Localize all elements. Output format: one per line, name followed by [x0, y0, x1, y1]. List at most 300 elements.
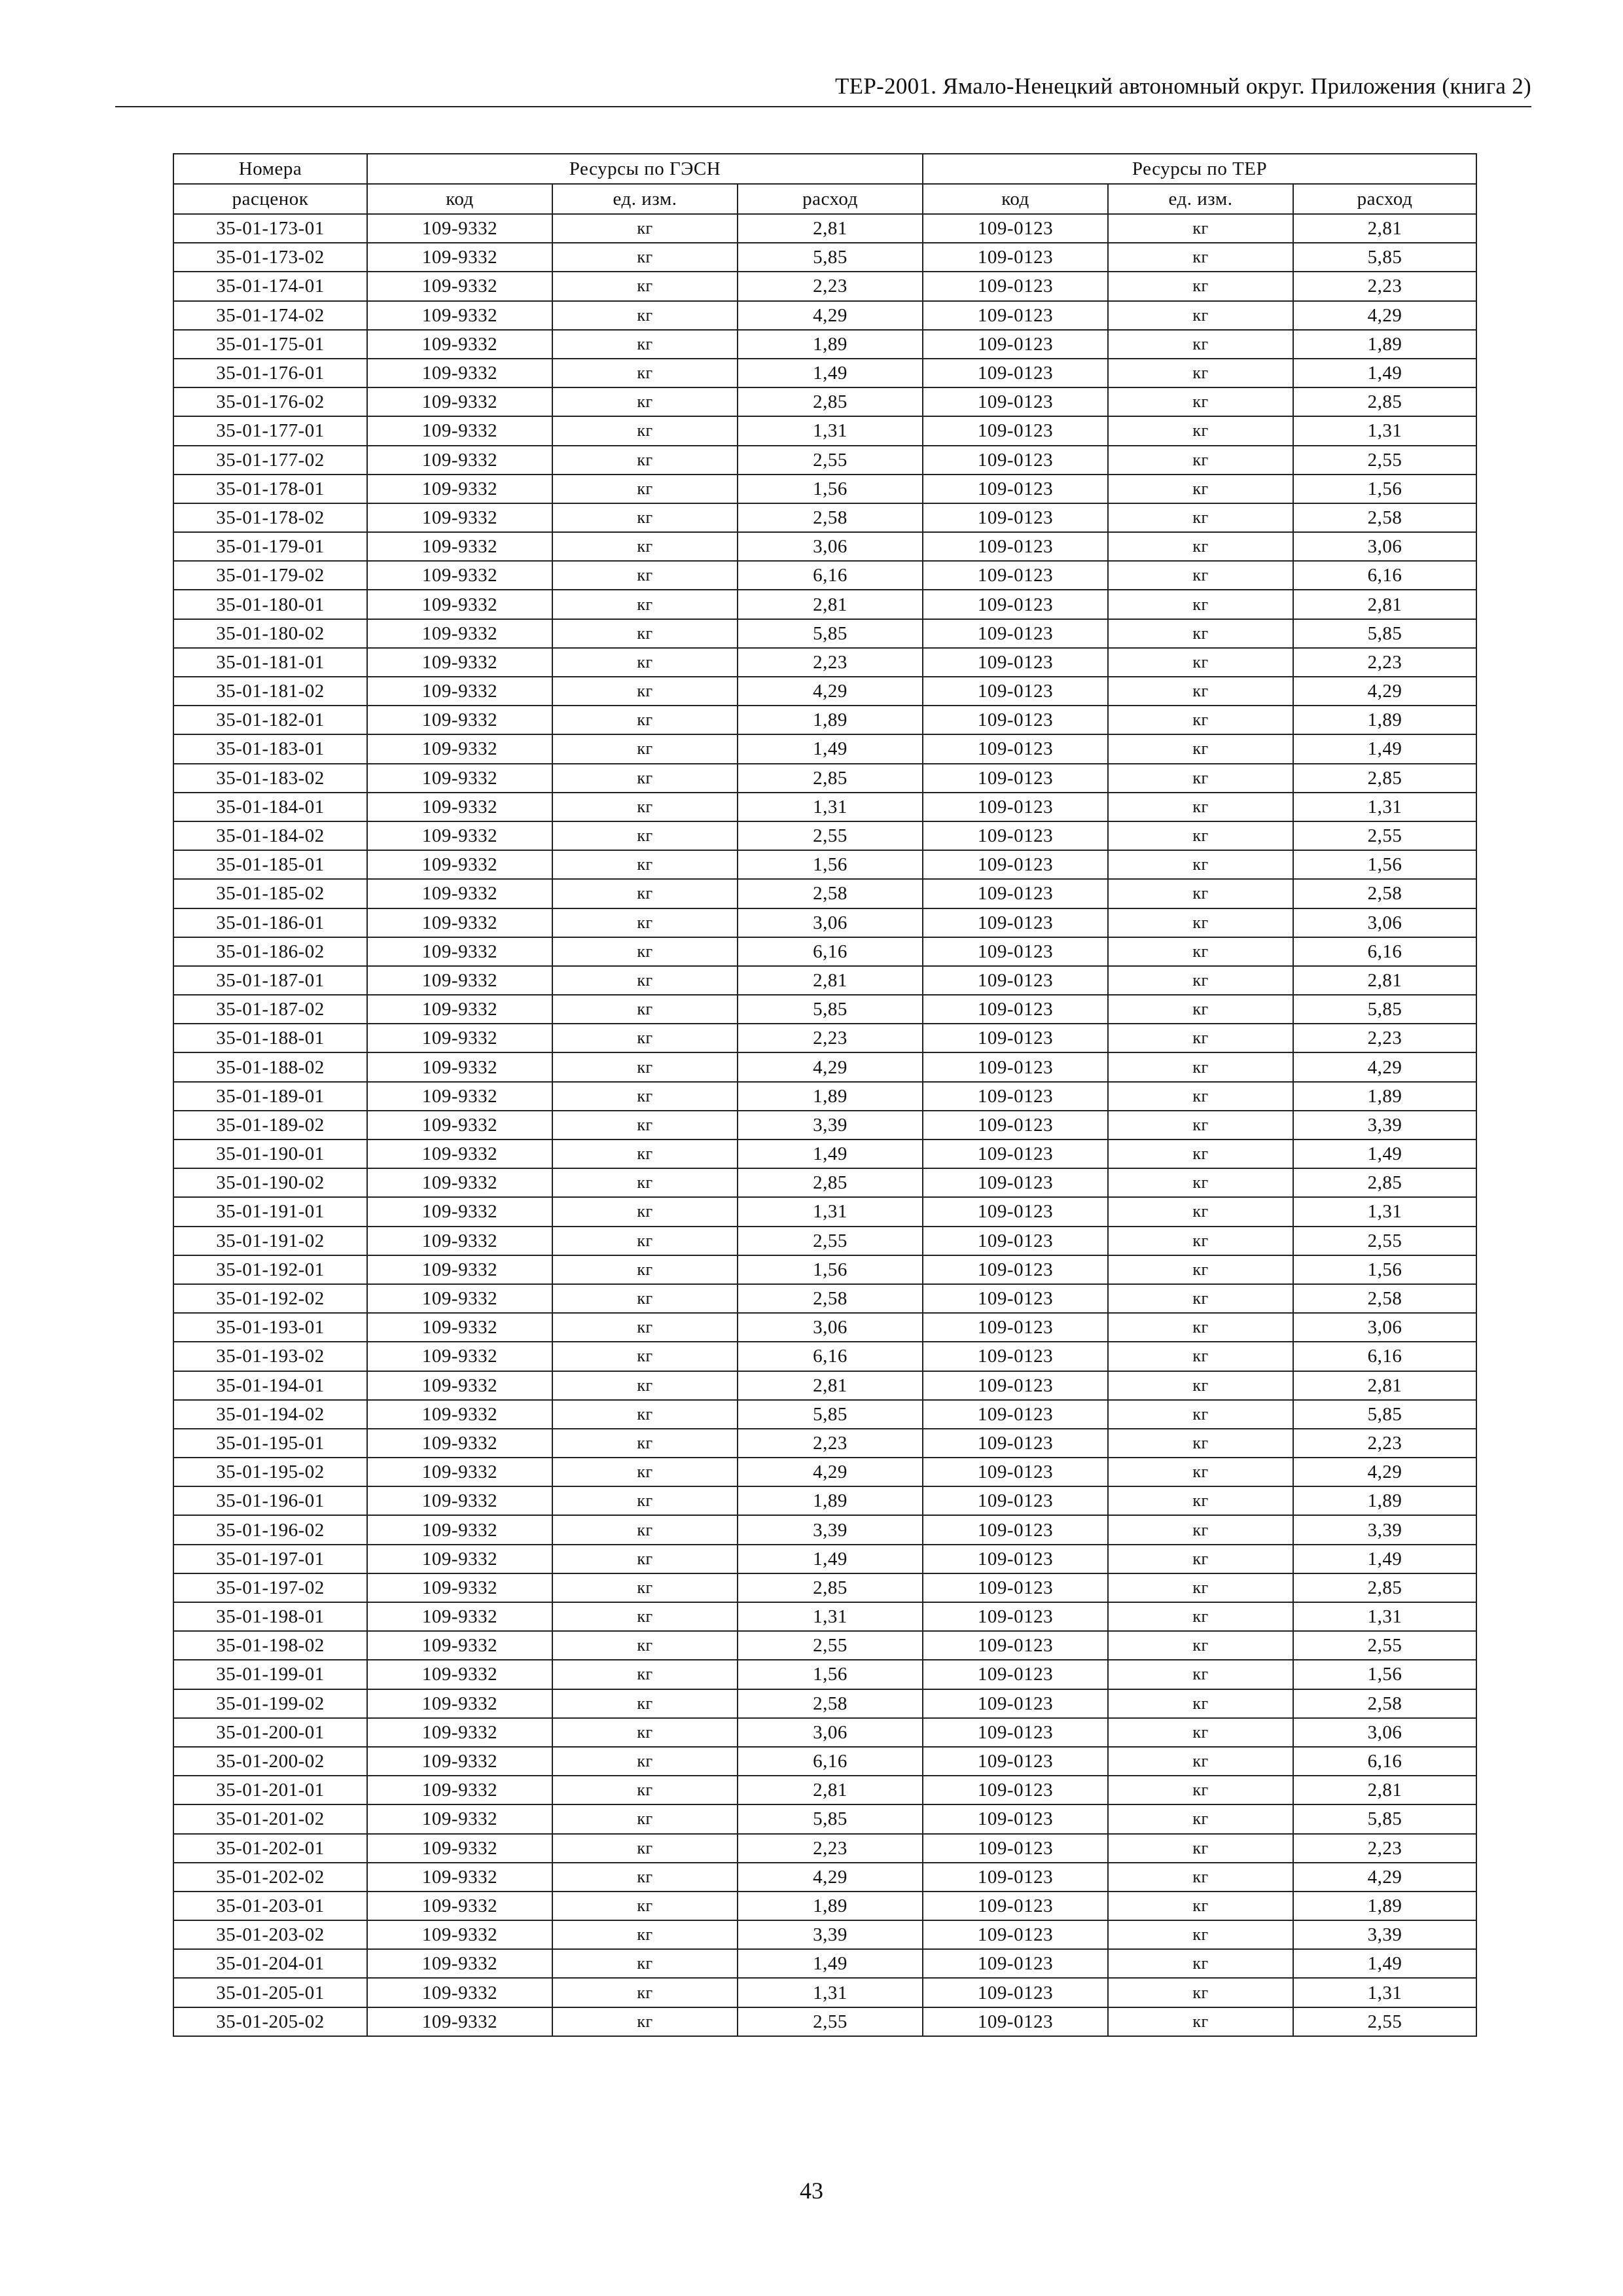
gesn-code-cell: 109-9332: [367, 1573, 552, 1602]
gesn-code-cell: 109-9332: [367, 966, 552, 995]
ter-unit-cell: кг: [1108, 1458, 1293, 1486]
gesn-code-cell: 109-9332: [367, 879, 552, 908]
ter-amount-cell: 1,89: [1293, 330, 1476, 359]
table-row: [173, 1949, 1476, 1978]
gesn-code-cell: 109-9332: [367, 1429, 552, 1458]
gesn-code-cell: 109-9332: [367, 619, 552, 648]
gesn-unit-cell: кг: [552, 1545, 738, 1573]
gesn-code-cell: 109-9332: [367, 1978, 552, 2007]
ter-amount-cell: 1,49: [1293, 734, 1476, 763]
table-row: [173, 1747, 1476, 1776]
gesn-unit-cell: кг: [552, 734, 738, 763]
gesn-unit-cell: кг: [552, 1804, 738, 1833]
rate-number-cell: 35-01-192-01: [173, 1255, 367, 1284]
gesn-unit-cell: кг: [552, 879, 738, 908]
ter-unit-cell: кг: [1108, 1400, 1293, 1429]
rate-number-cell: 35-01-198-02: [173, 1631, 367, 1660]
gesn-unit-cell: кг: [552, 1371, 738, 1400]
gesn-code-cell: 109-9332: [367, 1834, 552, 1863]
gesn-amount-cell: 1,31: [738, 1978, 923, 2007]
ter-unit-cell: кг: [1108, 1342, 1293, 1371]
gesn-code-cell: 109-9332: [367, 908, 552, 937]
ter-unit-cell: кг: [1108, 706, 1293, 734]
gesn-code-cell: 109-9332: [367, 1863, 552, 1892]
ter-unit-cell: кг: [1108, 214, 1293, 243]
rate-number-cell: 35-01-177-01: [173, 416, 367, 445]
gesn-unit-cell: кг: [552, 706, 738, 734]
gesn-amount-cell: 3,06: [738, 1313, 923, 1342]
gesn-code-cell: 109-9332: [367, 1660, 552, 1689]
table-row: [173, 1515, 1476, 1544]
ter-unit-cell: кг: [1108, 446, 1293, 475]
gesn-amount-cell: 6,16: [738, 561, 923, 590]
ter-unit-cell: кг: [1108, 1978, 1293, 2007]
rate-number-cell: 35-01-189-01: [173, 1082, 367, 1111]
ter-unit-cell: кг: [1108, 1111, 1293, 1139]
gesn-amount-cell: 2,23: [738, 272, 923, 300]
table-row: [173, 793, 1476, 821]
ter-amount-cell: 1,56: [1293, 475, 1476, 503]
col-header-gesn-amount: расход: [738, 184, 923, 214]
gesn-code-cell: 109-9332: [367, 1111, 552, 1139]
ter-amount-cell: 6,16: [1293, 937, 1476, 966]
rate-number-cell: 35-01-193-02: [173, 1342, 367, 1371]
ter-amount-cell: 2,55: [1293, 821, 1476, 850]
gesn-amount-cell: 4,29: [738, 1863, 923, 1892]
ter-amount-cell: 4,29: [1293, 677, 1476, 706]
rate-number-cell: 35-01-199-02: [173, 1689, 367, 1718]
ter-code-cell: 109-0123: [923, 1313, 1108, 1342]
table-row: [173, 1573, 1476, 1602]
table-row: [173, 330, 1476, 359]
ter-code-cell: 109-0123: [923, 1371, 1108, 1400]
gesn-unit-cell: кг: [552, 1660, 738, 1689]
table-row: [173, 1052, 1476, 1081]
ter-amount-cell: 2,23: [1293, 1024, 1476, 1052]
gesn-amount-cell: 1,31: [738, 1602, 923, 1631]
page-number: 43: [800, 2178, 823, 2204]
gesn-code-cell: 109-9332: [367, 1400, 552, 1429]
rate-number-cell: 35-01-197-01: [173, 1545, 367, 1573]
rate-number-cell: 35-01-188-02: [173, 1052, 367, 1081]
gesn-code-cell: 109-9332: [367, 1052, 552, 1081]
gesn-amount-cell: 2,55: [738, 446, 923, 475]
rate-number-cell: 35-01-191-01: [173, 1197, 367, 1226]
table-row: [173, 475, 1476, 503]
rate-number-cell: 35-01-195-02: [173, 1458, 367, 1486]
ter-amount-cell: 3,06: [1293, 1313, 1476, 1342]
ter-code-cell: 109-0123: [923, 1573, 1108, 1602]
ter-unit-cell: кг: [1108, 821, 1293, 850]
ter-unit-cell: кг: [1108, 1052, 1293, 1081]
ter-unit-cell: кг: [1108, 561, 1293, 590]
gesn-amount-cell: 2,81: [738, 590, 923, 619]
gesn-unit-cell: кг: [552, 1920, 738, 1949]
gesn-amount-cell: 4,29: [738, 301, 923, 330]
ter-code-cell: 109-0123: [923, 272, 1108, 300]
gesn-unit-cell: кг: [552, 1313, 738, 1342]
gesn-amount-cell: 3,06: [738, 1718, 923, 1747]
gesn-amount-cell: 1,89: [738, 1486, 923, 1515]
ter-amount-cell: 5,85: [1293, 243, 1476, 272]
ter-unit-cell: кг: [1108, 1168, 1293, 1197]
gesn-amount-cell: 3,39: [738, 1515, 923, 1544]
ter-amount-cell: 5,85: [1293, 619, 1476, 648]
ter-code-cell: 109-0123: [923, 908, 1108, 937]
gesn-amount-cell: 2,55: [738, 2007, 923, 2036]
gesn-amount-cell: 6,16: [738, 937, 923, 966]
gesn-unit-cell: кг: [552, 995, 738, 1024]
gesn-unit-cell: кг: [552, 1747, 738, 1776]
table-row: [173, 1139, 1476, 1168]
ter-unit-cell: кг: [1108, 301, 1293, 330]
ter-amount-cell: 3,06: [1293, 908, 1476, 937]
ter-unit-cell: кг: [1108, 1804, 1293, 1833]
ter-unit-cell: кг: [1108, 1718, 1293, 1747]
gesn-unit-cell: кг: [552, 1458, 738, 1486]
table-row: [173, 1082, 1476, 1111]
rate-number-cell: 35-01-179-01: [173, 532, 367, 561]
gesn-amount-cell: 1,56: [738, 475, 923, 503]
ter-unit-cell: кг: [1108, 1949, 1293, 1978]
rate-number-cell: 35-01-196-01: [173, 1486, 367, 1515]
ter-unit-cell: кг: [1108, 590, 1293, 619]
gesn-code-cell: 109-9332: [367, 937, 552, 966]
gesn-unit-cell: кг: [552, 793, 738, 821]
ter-amount-cell: 2,23: [1293, 272, 1476, 300]
ter-unit-cell: кг: [1108, 619, 1293, 648]
gesn-unit-cell: кг: [552, 475, 738, 503]
gesn-unit-cell: кг: [552, 2007, 738, 2036]
rate-number-cell: 35-01-184-02: [173, 821, 367, 850]
ter-amount-cell: 3,06: [1293, 1718, 1476, 1747]
ter-code-cell: 109-0123: [923, 1082, 1108, 1111]
gesn-unit-cell: кг: [552, 1052, 738, 1081]
gesn-unit-cell: кг: [552, 937, 738, 966]
ter-amount-cell: 3,39: [1293, 1515, 1476, 1544]
ter-unit-cell: кг: [1108, 734, 1293, 763]
gesn-unit-cell: кг: [552, 416, 738, 445]
gesn-code-cell: 109-9332: [367, 1255, 552, 1284]
table-row: [173, 1342, 1476, 1371]
table-row: [173, 1227, 1476, 1255]
gesn-unit-cell: кг: [552, 1689, 738, 1718]
gesn-unit-cell: кг: [552, 1515, 738, 1544]
ter-amount-cell: 4,29: [1293, 1052, 1476, 1081]
gesn-unit-cell: кг: [552, 590, 738, 619]
ter-unit-cell: кг: [1108, 1024, 1293, 1052]
ter-code-cell: 109-0123: [923, 1602, 1108, 1631]
gesn-code-cell: 109-9332: [367, 648, 552, 677]
gesn-code-cell: 109-9332: [367, 1920, 552, 1949]
table-row: [173, 1197, 1476, 1226]
gesn-unit-cell: кг: [552, 387, 738, 416]
gesn-amount-cell: 2,55: [738, 1631, 923, 1660]
gesn-amount-cell: 2,81: [738, 1776, 923, 1804]
ter-amount-cell: 6,16: [1293, 561, 1476, 590]
col-header-ter-unit: ед. изм.: [1108, 184, 1293, 214]
table-row: [173, 1486, 1476, 1515]
col-header-gesn-code: код: [367, 184, 552, 214]
gesn-amount-cell: 1,31: [738, 793, 923, 821]
gesn-amount-cell: 2,85: [738, 1573, 923, 1602]
rate-number-cell: 35-01-204-01: [173, 1949, 367, 1978]
ter-code-cell: 109-0123: [923, 1892, 1108, 1920]
ter-unit-cell: кг: [1108, 359, 1293, 387]
ter-code-cell: 109-0123: [923, 734, 1108, 763]
table-row: [173, 1255, 1476, 1284]
gesn-code-cell: 109-9332: [367, 475, 552, 503]
ter-code-cell: 109-0123: [923, 1429, 1108, 1458]
rate-number-cell: 35-01-185-01: [173, 850, 367, 879]
ter-code-cell: 109-0123: [923, 1227, 1108, 1255]
ter-code-cell: 109-0123: [923, 677, 1108, 706]
gesn-unit-cell: кг: [552, 1486, 738, 1515]
col-header-gesn: Ресурсы по ГЭСН: [367, 154, 923, 184]
ter-amount-cell: 1,31: [1293, 1978, 1476, 2007]
table-row: [173, 1458, 1476, 1486]
gesn-unit-cell: кг: [552, 764, 738, 793]
rate-number-cell: 35-01-181-02: [173, 677, 367, 706]
gesn-amount-cell: 2,58: [738, 879, 923, 908]
ter-code-cell: 109-0123: [923, 1631, 1108, 1660]
ter-unit-cell: кг: [1108, 330, 1293, 359]
table-row: [173, 1024, 1476, 1052]
gesn-code-cell: 109-9332: [367, 1718, 552, 1747]
gesn-unit-cell: кг: [552, 561, 738, 590]
gesn-code-cell: 109-9332: [367, 1313, 552, 1342]
rate-number-cell: 35-01-205-01: [173, 1978, 367, 2007]
ter-code-cell: 109-0123: [923, 648, 1108, 677]
ter-code-cell: 109-0123: [923, 1515, 1108, 1544]
gesn-code-cell: 109-9332: [367, 1776, 552, 1804]
table-row: [173, 1689, 1476, 1718]
header-row-groups: [173, 154, 1476, 184]
ter-amount-cell: 2,23: [1293, 1834, 1476, 1863]
ter-code-cell: 109-0123: [923, 590, 1108, 619]
ter-unit-cell: кг: [1108, 995, 1293, 1024]
ter-code-cell: 109-0123: [923, 503, 1108, 532]
rate-number-cell: 35-01-174-01: [173, 272, 367, 300]
gesn-code-cell: 109-9332: [367, 734, 552, 763]
table-row: [173, 387, 1476, 416]
table-row: [173, 850, 1476, 879]
table-row: [173, 1284, 1476, 1313]
gesn-amount-cell: 2,85: [738, 764, 923, 793]
ter-code-cell: 109-0123: [923, 1863, 1108, 1892]
table-row: [173, 1804, 1476, 1833]
ter-code-cell: 109-0123: [923, 966, 1108, 995]
ter-unit-cell: кг: [1108, 1689, 1293, 1718]
ter-amount-cell: 6,16: [1293, 1342, 1476, 1371]
table-row: [173, 706, 1476, 734]
ter-code-cell: 109-0123: [923, 1111, 1108, 1139]
gesn-code-cell: 109-9332: [367, 1602, 552, 1631]
ter-amount-cell: 2,23: [1293, 1429, 1476, 1458]
ter-code-cell: 109-0123: [923, 1400, 1108, 1429]
ter-amount-cell: 1,49: [1293, 1949, 1476, 1978]
rate-number-cell: 35-01-202-01: [173, 1834, 367, 1863]
gesn-amount-cell: 1,49: [738, 1545, 923, 1573]
ter-unit-cell: кг: [1108, 416, 1293, 445]
gesn-amount-cell: 5,85: [738, 1400, 923, 1429]
gesn-amount-cell: 5,85: [738, 243, 923, 272]
gesn-unit-cell: кг: [552, 677, 738, 706]
gesn-code-cell: 109-9332: [367, 995, 552, 1024]
gesn-code-cell: 109-9332: [367, 1371, 552, 1400]
ter-code-cell: 109-0123: [923, 619, 1108, 648]
ter-amount-cell: 2,81: [1293, 966, 1476, 995]
gesn-amount-cell: 4,29: [738, 1052, 923, 1081]
document-title: ТЕР-2001. Ямало-Ненецкий автономный округ. Приложения (книга 2): [834, 73, 1531, 99]
ter-amount-cell: 1,56: [1293, 850, 1476, 879]
gesn-unit-cell: кг: [552, 1400, 738, 1429]
ter-unit-cell: кг: [1108, 1486, 1293, 1515]
gesn-unit-cell: кг: [552, 850, 738, 879]
table-row: [173, 1978, 1476, 2007]
gesn-amount-cell: 2,85: [738, 1168, 923, 1197]
table-row: [173, 764, 1476, 793]
gesn-amount-cell: 3,06: [738, 532, 923, 561]
ter-unit-cell: кг: [1108, 879, 1293, 908]
rate-number-cell: 35-01-196-02: [173, 1515, 367, 1544]
gesn-amount-cell: 2,23: [738, 1024, 923, 1052]
gesn-code-cell: 109-9332: [367, 1486, 552, 1515]
ter-code-cell: 109-0123: [923, 1197, 1108, 1226]
ter-amount-cell: 1,89: [1293, 1486, 1476, 1515]
rate-number-cell: 35-01-176-01: [173, 359, 367, 387]
header-row-sub: [173, 184, 1476, 214]
ter-code-cell: 109-0123: [923, 1342, 1108, 1371]
table-row: [173, 214, 1476, 243]
gesn-unit-cell: кг: [552, 1863, 738, 1892]
ter-amount-cell: 2,58: [1293, 503, 1476, 532]
gesn-amount-cell: 1,49: [738, 734, 923, 763]
ter-code-cell: 109-0123: [923, 1978, 1108, 2007]
ter-amount-cell: 5,85: [1293, 1804, 1476, 1833]
table-row: [173, 879, 1476, 908]
rate-number-cell: 35-01-201-01: [173, 1776, 367, 1804]
gesn-amount-cell: 1,89: [738, 1892, 923, 1920]
col-header-ter-code: код: [923, 184, 1108, 214]
ter-code-cell: 109-0123: [923, 214, 1108, 243]
ter-amount-cell: 2,81: [1293, 214, 1476, 243]
gesn-amount-cell: 3,39: [738, 1920, 923, 1949]
table-row: [173, 1545, 1476, 1573]
ter-unit-cell: кг: [1108, 648, 1293, 677]
ter-amount-cell: 2,85: [1293, 1573, 1476, 1602]
rate-number-cell: 35-01-175-01: [173, 330, 367, 359]
rate-number-cell: 35-01-187-02: [173, 995, 367, 1024]
gesn-code-cell: 109-9332: [367, 821, 552, 850]
table-row: [173, 619, 1476, 648]
rate-number-cell: 35-01-202-02: [173, 1863, 367, 1892]
gesn-amount-cell: 3,06: [738, 908, 923, 937]
table-row: [173, 2007, 1476, 2036]
table-row: [173, 1863, 1476, 1892]
gesn-unit-cell: кг: [552, 908, 738, 937]
gesn-unit-cell: кг: [552, 1776, 738, 1804]
gesn-code-cell: 109-9332: [367, 850, 552, 879]
gesn-code-cell: 109-9332: [367, 1545, 552, 1573]
ter-amount-cell: 1,31: [1293, 416, 1476, 445]
gesn-unit-cell: кг: [552, 648, 738, 677]
ter-amount-cell: 1,89: [1293, 706, 1476, 734]
col-header-ter: Ресурсы по ТЕР: [923, 154, 1476, 184]
rate-number-cell: 35-01-193-01: [173, 1313, 367, 1342]
ter-code-cell: 109-0123: [923, 1255, 1108, 1284]
gesn-unit-cell: кг: [552, 1602, 738, 1631]
ter-code-cell: 109-0123: [923, 937, 1108, 966]
gesn-code-cell: 109-9332: [367, 1458, 552, 1486]
ter-amount-cell: 1,49: [1293, 1545, 1476, 1573]
table-row: [173, 1168, 1476, 1197]
gesn-amount-cell: 5,85: [738, 1804, 923, 1833]
ter-amount-cell: 4,29: [1293, 1458, 1476, 1486]
table-row: [173, 966, 1476, 995]
ter-amount-cell: 3,06: [1293, 532, 1476, 561]
rate-number-cell: 35-01-173-01: [173, 214, 367, 243]
rate-number-cell: 35-01-181-01: [173, 648, 367, 677]
ter-code-cell: 109-0123: [923, 821, 1108, 850]
gesn-amount-cell: 1,56: [738, 1660, 923, 1689]
ter-amount-cell: 2,55: [1293, 446, 1476, 475]
gesn-code-cell: 109-9332: [367, 416, 552, 445]
ter-code-cell: 109-0123: [923, 359, 1108, 387]
gesn-amount-cell: 1,49: [738, 359, 923, 387]
ter-code-cell: 109-0123: [923, 1718, 1108, 1747]
rate-number-cell: 35-01-190-01: [173, 1139, 367, 1168]
gesn-code-cell: 109-9332: [367, 1139, 552, 1168]
rate-number-cell: 35-01-183-02: [173, 764, 367, 793]
gesn-unit-cell: кг: [552, 214, 738, 243]
rate-number-cell: 35-01-200-01: [173, 1718, 367, 1747]
gesn-unit-cell: кг: [552, 1024, 738, 1052]
gesn-code-cell: 109-9332: [367, 793, 552, 821]
gesn-code-cell: 109-9332: [367, 243, 552, 272]
gesn-code-cell: 109-9332: [367, 1227, 552, 1255]
gesn-unit-cell: кг: [552, 301, 738, 330]
ter-unit-cell: кг: [1108, 793, 1293, 821]
rate-number-cell: 35-01-203-02: [173, 1920, 367, 1949]
gesn-code-cell: 109-9332: [367, 1892, 552, 1920]
ter-unit-cell: кг: [1108, 1545, 1293, 1573]
ter-amount-cell: 1,31: [1293, 1602, 1476, 1631]
ter-amount-cell: 1,49: [1293, 1139, 1476, 1168]
ter-amount-cell: 4,29: [1293, 1863, 1476, 1892]
gesn-amount-cell: 1,49: [738, 1949, 923, 1978]
ter-amount-cell: 4,29: [1293, 301, 1476, 330]
gesn-unit-cell: кг: [552, 1573, 738, 1602]
rate-number-cell: 35-01-189-02: [173, 1111, 367, 1139]
table-row: [173, 1892, 1476, 1920]
gesn-amount-cell: 1,89: [738, 330, 923, 359]
gesn-code-cell: 109-9332: [367, 330, 552, 359]
ter-unit-cell: кг: [1108, 1255, 1293, 1284]
table-row: [173, 561, 1476, 590]
gesn-code-cell: 109-9332: [367, 532, 552, 561]
gesn-amount-cell: 3,39: [738, 1111, 923, 1139]
gesn-unit-cell: кг: [552, 1949, 738, 1978]
gesn-amount-cell: 2,81: [738, 1371, 923, 1400]
table-row: [173, 1660, 1476, 1689]
gesn-code-cell: 109-9332: [367, 1168, 552, 1197]
gesn-amount-cell: 5,85: [738, 995, 923, 1024]
gesn-code-cell: 109-9332: [367, 1515, 552, 1544]
rate-number-cell: 35-01-174-02: [173, 301, 367, 330]
table-row: [173, 1111, 1476, 1139]
col-header-numbers-line1: Номера: [173, 154, 367, 184]
